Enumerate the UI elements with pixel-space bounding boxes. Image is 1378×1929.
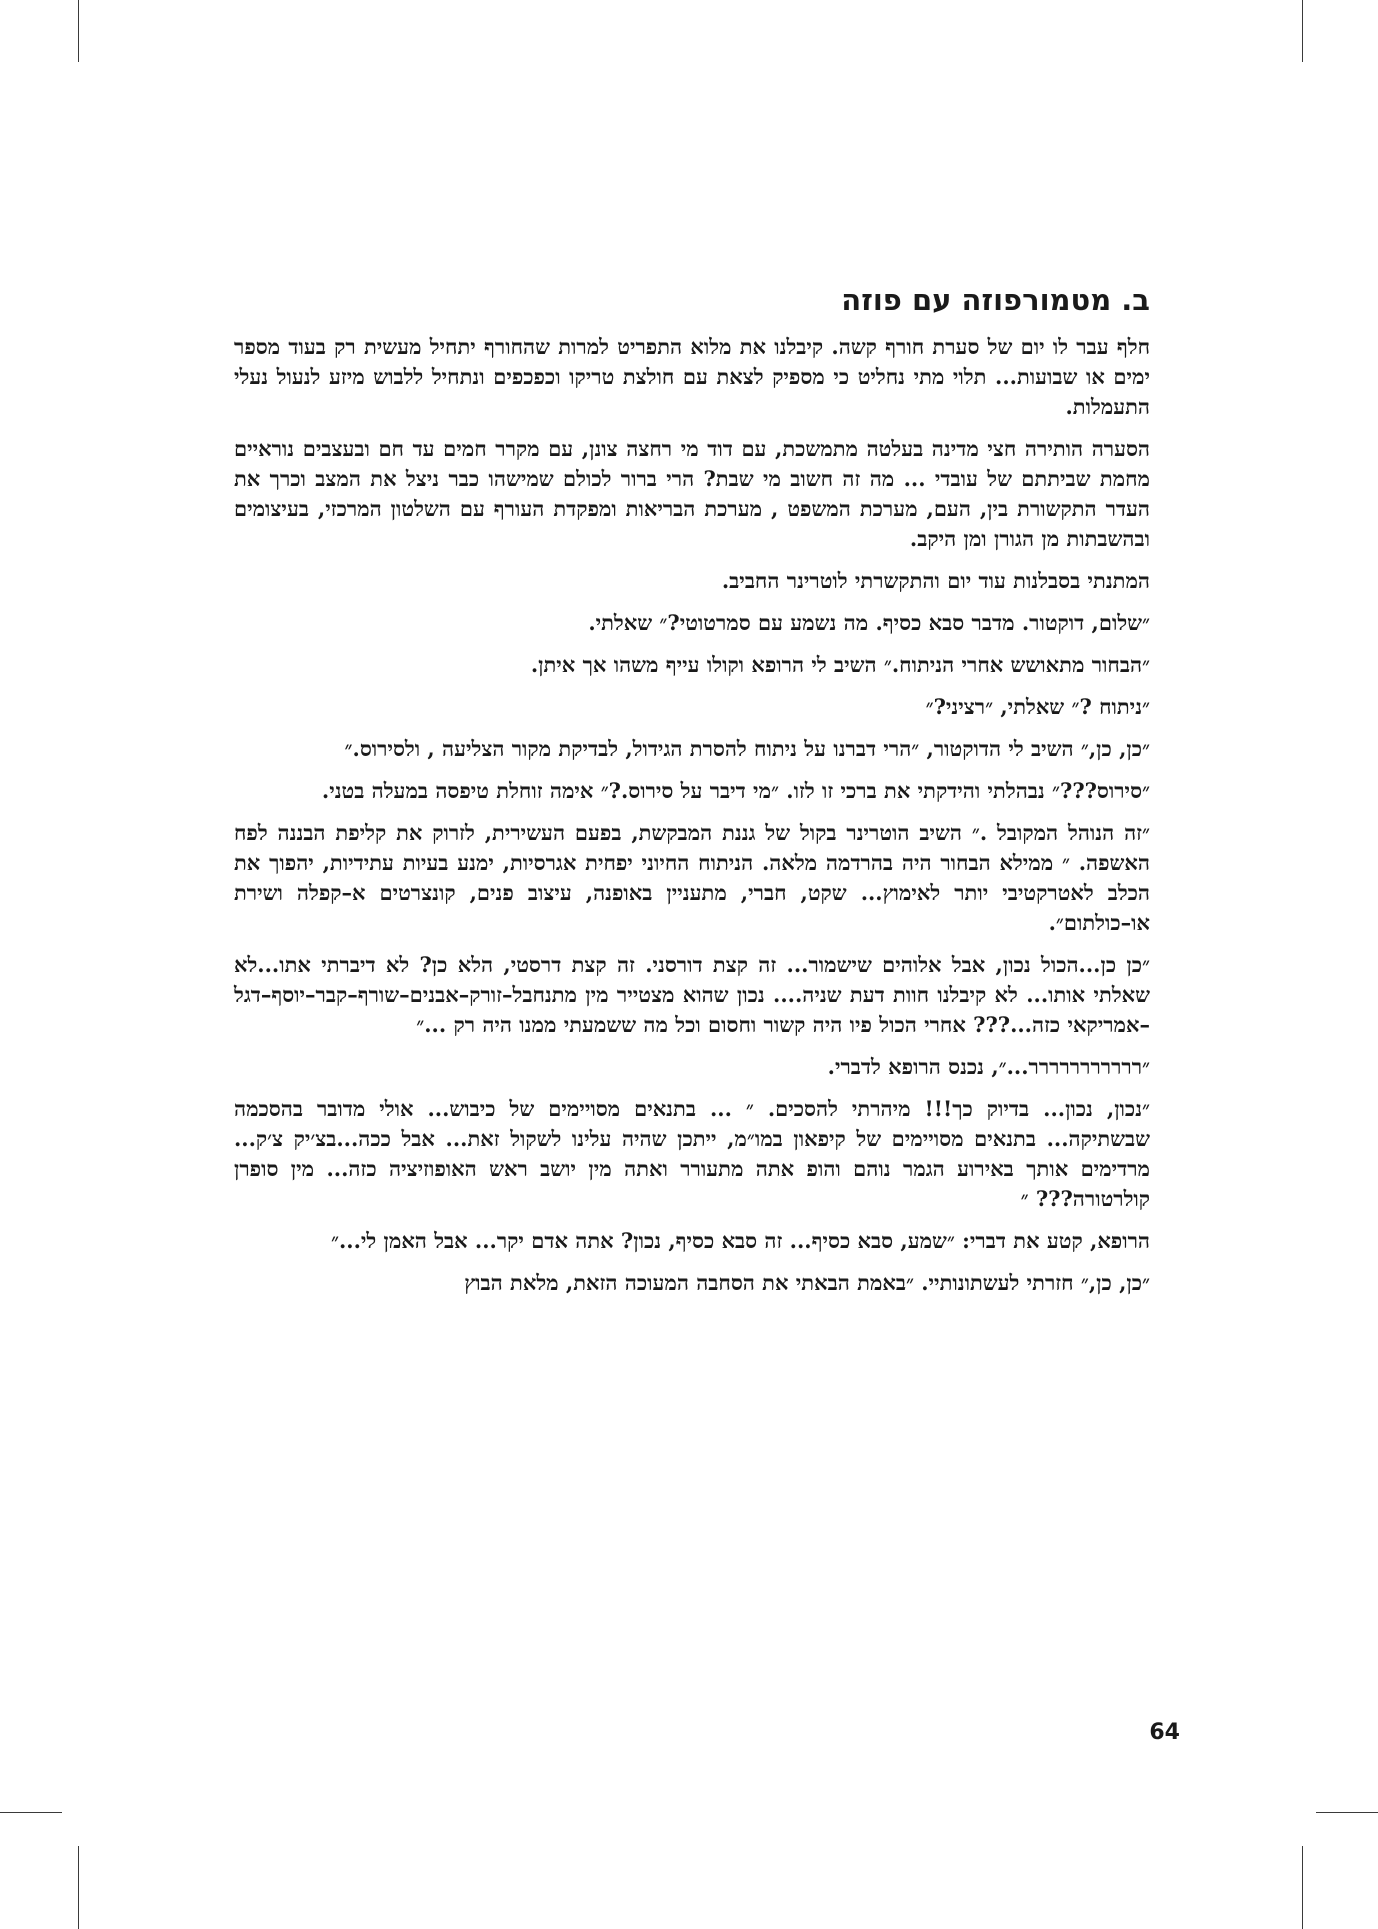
crop-mark-top-right <box>1302 0 1303 62</box>
chapter-title: ב. מטמורפוזה עם פוזה <box>841 283 1150 317</box>
paragraph: ״כן כן...הכול נכון, אבל אלוהים שישמור... זה קצת דורסני. זה קצת דרסטי, הלא כן? לא דיברתי אתו...לא שאלתי אותו... לא קיבלנו חוות דעת שניה.... נכון שהוא מצטייר מין מתנחבל–זורק–אבנים–שורף–קבר–יוסף–דגל –אמריקאי כזה...??? אחרי הכול פיו היה קשור וחסום וכל מה ששמעתי ממנו היה רק ...״ <box>234 952 1150 1037</box>
page-number: 64 <box>1149 1720 1180 1745</box>
paragraph: ״ניתוח ?״ שאלתי, ״רציני?״ <box>925 694 1150 719</box>
paragraph: המתנתי בסבלנות עוד יום והתקשרתי לוטרינר החביב. <box>721 568 1150 593</box>
paragraph: הרופא, קטע את דברי: ״שמע, סבא כסיף... זה סבא כסיף, נכון? אתה אדם יקר... אבל האמן לי...״ <box>330 1228 1150 1253</box>
crop-mark-left-bottom <box>0 1812 62 1813</box>
paragraph: ״שלום, דוקטור. מדבר סבא כסיף. מה נשמע עם סמרטוטי?״ שאלתי. <box>588 610 1150 635</box>
paragraph: חלף עבר לו יום של סערת חורף קשה. קיבלנו את מלוא התפריט למרות שהחורף יתחיל מעשית רק בעוד מספר ימים או שבועות... תלוי מתי נחליט כי מספיק לצאת עם חולצת טריקו וכפכפים ונתחיל ללבוש מיזע לנעול נעלי התעמלות. <box>234 334 1150 419</box>
paragraph: ״כן, כן,״ השיב לי הדוקטור, ״הרי דברנו על ניתוח להסרת הגידול, לבדיקת מקור הצליעה , ולסירוס.״ <box>344 736 1150 761</box>
crop-mark-right-bottom <box>1316 1812 1378 1813</box>
paragraph: ״סירוס???״ נבהלתי והידקתי את ברכי זו לזו. ״מי דיבר על סירוס.?״ אימה זוחלת טיפסה במעלה בטני. <box>321 778 1150 803</box>
crop-mark-bottom-left <box>78 1846 79 1929</box>
paragraph: ״ררררררררררר...״, נכנס הרופא לדברי. <box>827 1054 1150 1079</box>
paragraph: ״זה הנוהל המקובל .״ השיב הוטרינר בקול של גננת המבקשת, בפעם העשירית, לזרוק את קליפת הבננה לפח האשפה. ״ ממילא הבחור היה בהרדמה מלאה. הניתוח החיוני יפחית אגרסיות, ימנע בעיות עתידיות, יהפוך את הכלב לאטרקטיבי יותר לאימוץ... שקט, חברי, מתעניין באופנה, עיצוב פנים, קונצרטים א–קפלה ושירת או–כולתום״. <box>234 820 1150 935</box>
paragraph: ״כן, כן,״ חזרתי לעשתונותיי. ״באמת הבאתי את הסחבה המעוכה הזאת, מלאת הבוץ <box>464 1270 1150 1295</box>
paragraph: ״הבחור מתאושש אחרי הניתוח.״ השיב לי הרופא וקולו עייף משהו אך איתן. <box>530 652 1150 677</box>
paragraph: ״נכון, נכון... בדיוק כך!!! מיהרתי להסכים. ״ ... בתנאים מסויימים של כיבוש... אולי מדובר בהסכמה שבשתיקה... בתנאים מסויימים של קיפאון במו״מ, ייתכן שהיה עלינו לשקול זאת... אבל ככה...בצ׳יק צ׳ק... מרדימים אותך באירוע הגמר נוהם והופ אתה מתעורר ואתה מין יושב ראש האופוזיציה כזה... מין סופרן קולרטורה??? ״ <box>234 1096 1150 1211</box>
page-content <box>234 280 1150 1310</box>
crop-mark-bottom-right <box>1302 1846 1303 1929</box>
crop-mark-top-left <box>78 0 79 62</box>
paragraph: הסערה הותירה חצי מדינה בעלטה מתמשכת, עם דוד מי רחצה צונן, עם מקרר חמים עד חם ובעצבים נוראיים מחמת שביתתם של עובדי ... מה זה חשוב מי שבת? הרי ברור לכולם שמישהו כבר ניצל את המצב וכרך את העדר התקשורת בין, העם, מערכת המשפט , מערכת הבריאות ומפקדת העורף עם השלטון המרכזי, בעיצומים ובהשבתות מן הגורן ומן היקב. <box>234 436 1150 551</box>
